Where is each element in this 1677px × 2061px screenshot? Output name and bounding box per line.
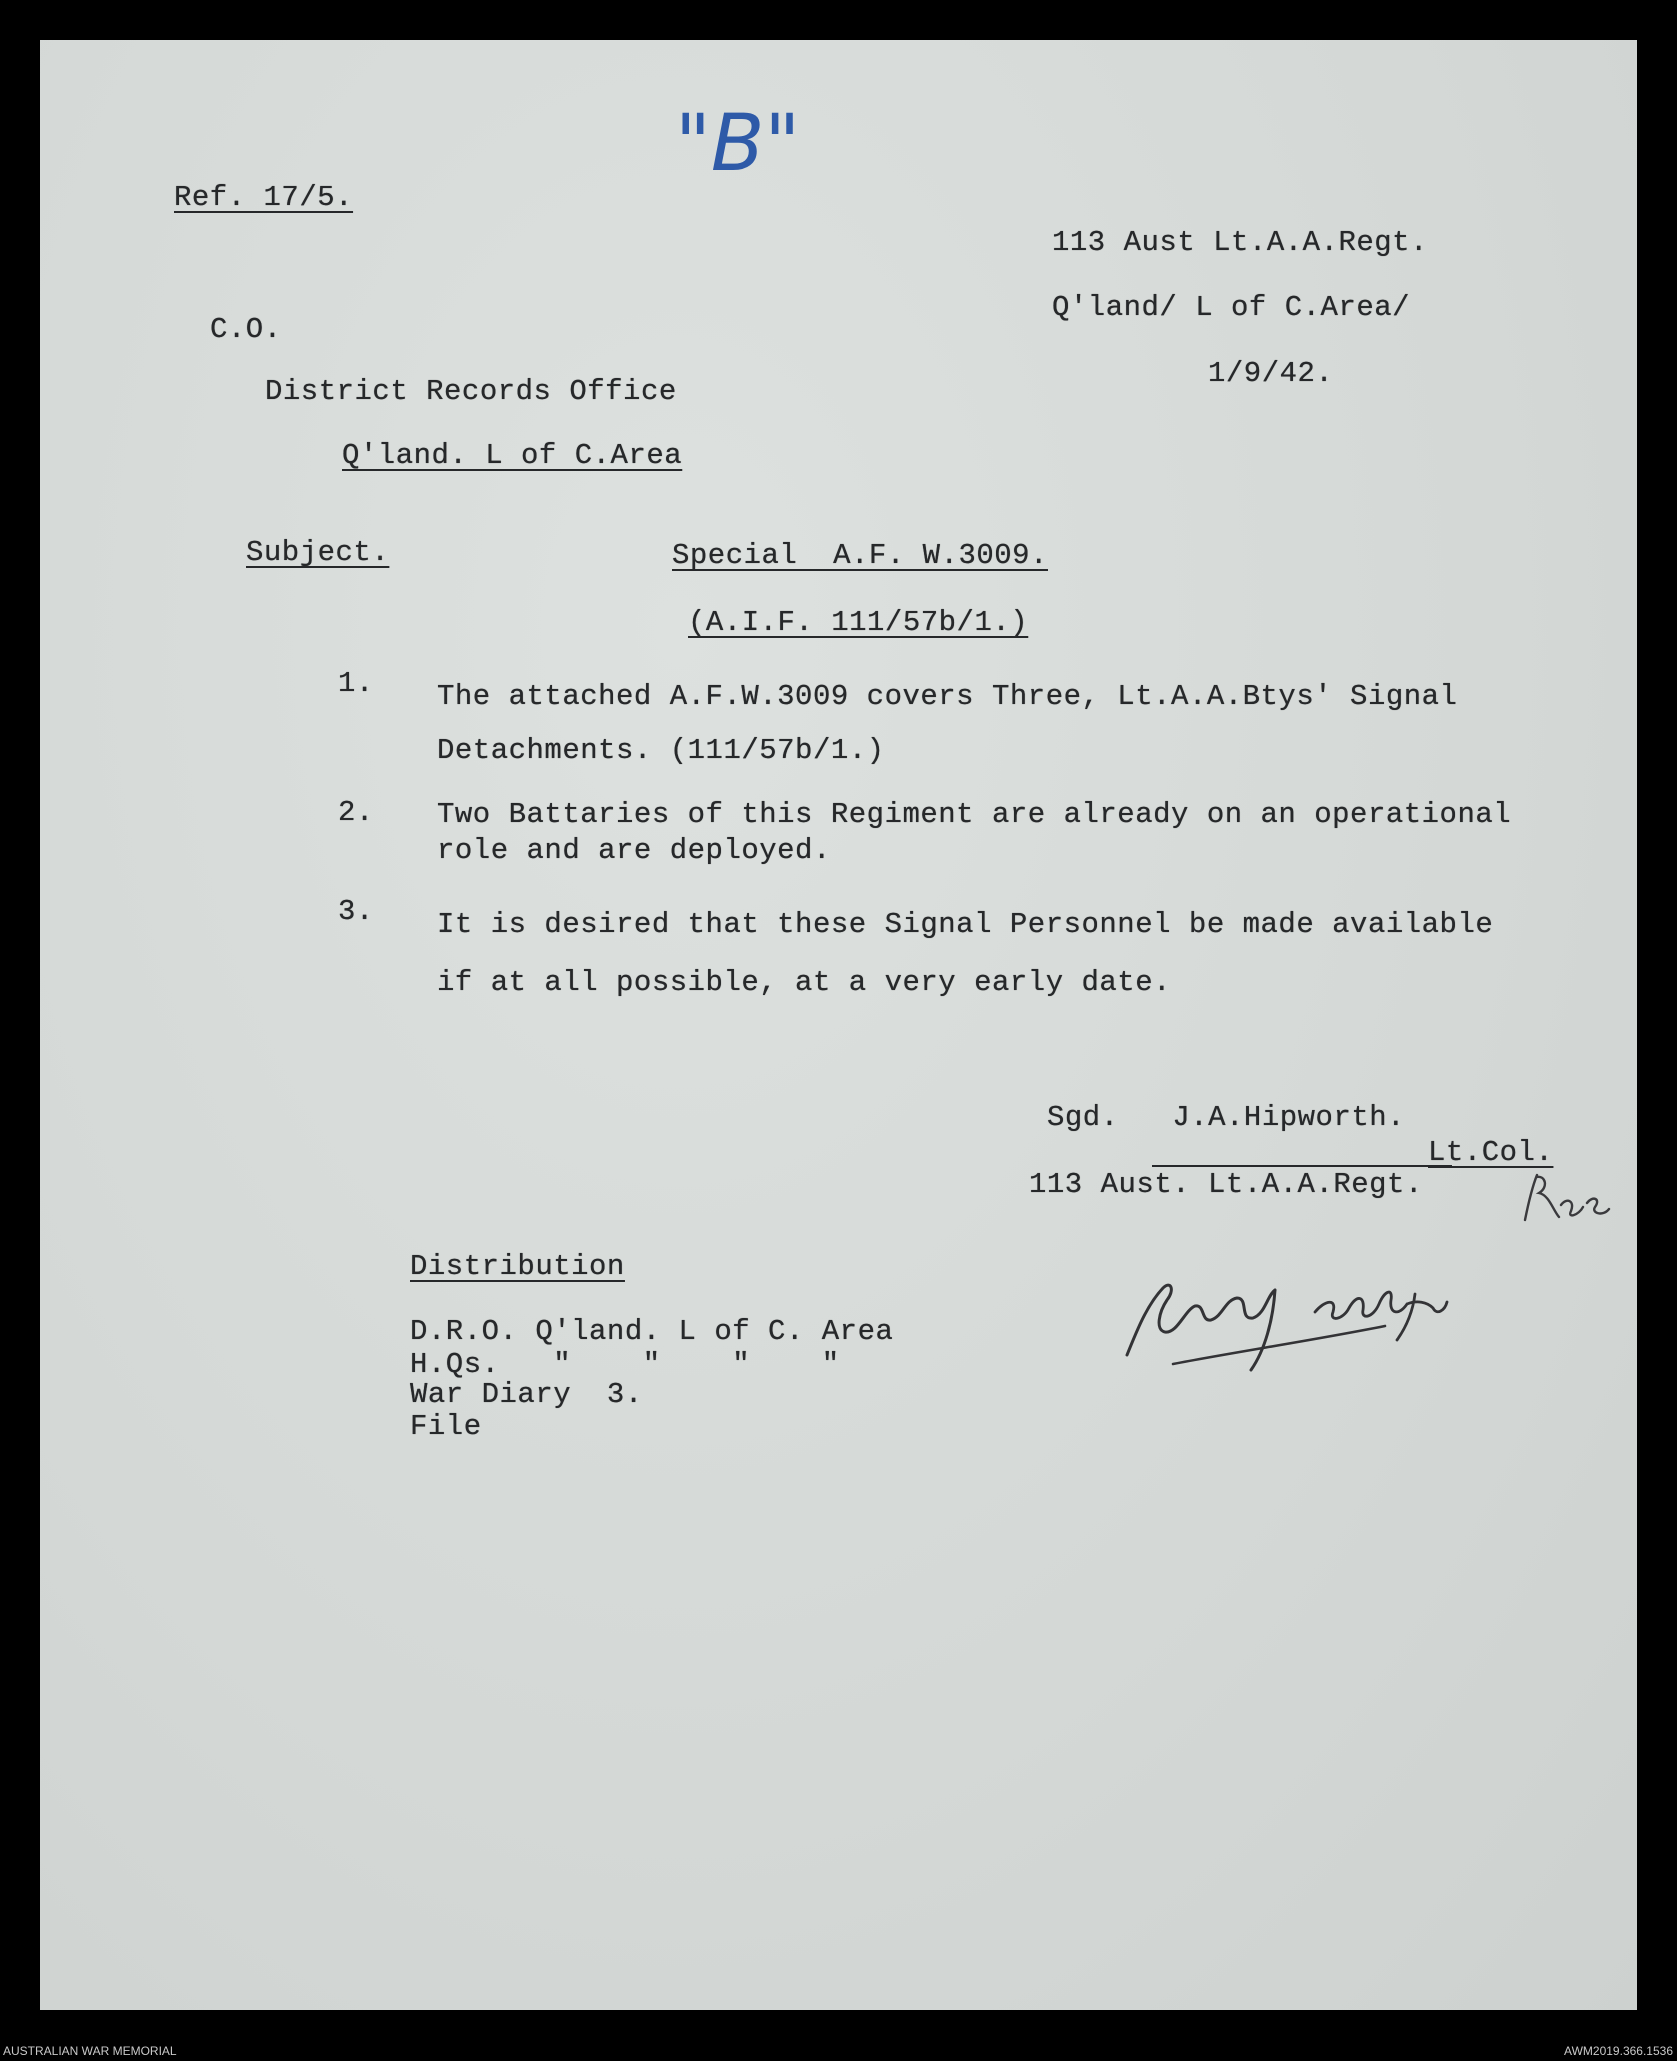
sender-unit: 113 Aust Lt.A.A.Regt. — [1052, 226, 1428, 259]
paragraph-line: if at all possible, at a very early date. — [437, 966, 1172, 999]
distribution-item: File — [410, 1410, 482, 1443]
subject-line-1: Special A.F. W.3009. — [672, 539, 1048, 572]
recipient-office: District Records Office — [265, 375, 677, 408]
signature-rule — [1152, 1162, 1452, 1170]
signatory-rank: Lt.Col. — [1428, 1136, 1554, 1169]
paragraph-number: 1. — [338, 667, 374, 700]
paragraph-number: 2. — [338, 796, 374, 829]
paragraph-line: role and are deployed. — [437, 834, 831, 867]
paragraph-line: Detachments. (111/57b/1.) — [437, 734, 885, 767]
archive-reference: AWM2019.366.1536 — [1564, 2044, 1673, 2058]
handwritten-initials — [1515, 1165, 1615, 1235]
paragraph-number: 3. — [338, 895, 374, 928]
signed-by: Sgd. J.A.Hipworth. — [1047, 1101, 1406, 1134]
sender-area: Q'land/ L of C.Area/ — [1052, 291, 1411, 324]
subject-label: Subject. — [246, 536, 390, 569]
handwritten-annotation — [1115, 1260, 1515, 1380]
distribution-heading: Distribution — [410, 1250, 625, 1283]
handwritten-letter-mark: "B" — [675, 99, 801, 189]
distribution-item: D.R.O. Q'land. L of C. Area — [410, 1315, 894, 1348]
distribution-item: H.Qs. " " " " — [410, 1348, 840, 1381]
letter-date: 1/9/42. — [1208, 357, 1334, 390]
distribution-item: War Diary 3. — [410, 1378, 643, 1411]
signatory-unit: 113 Aust. Lt.A.A.Regt. — [1029, 1168, 1423, 1201]
paragraph-line: The attached A.F.W.3009 covers Three, Lt.A.A.Btys' Signal — [437, 680, 1458, 713]
recipient-area: Q'land. L of C.Area — [342, 439, 683, 472]
recipient-title: C.O. — [210, 313, 282, 346]
archive-credit: AUSTRALIAN WAR MEMORIAL — [3, 2044, 177, 2058]
paragraph-line: Two Battaries of this Regiment are already on an operational — [437, 798, 1512, 831]
subject-line-2: (A.I.F. 111/57b/1.) — [688, 606, 1029, 639]
reference-number: Ref. 17/5. — [174, 181, 354, 214]
paragraph-line: It is desired that these Signal Personnel be made available — [437, 908, 1494, 941]
